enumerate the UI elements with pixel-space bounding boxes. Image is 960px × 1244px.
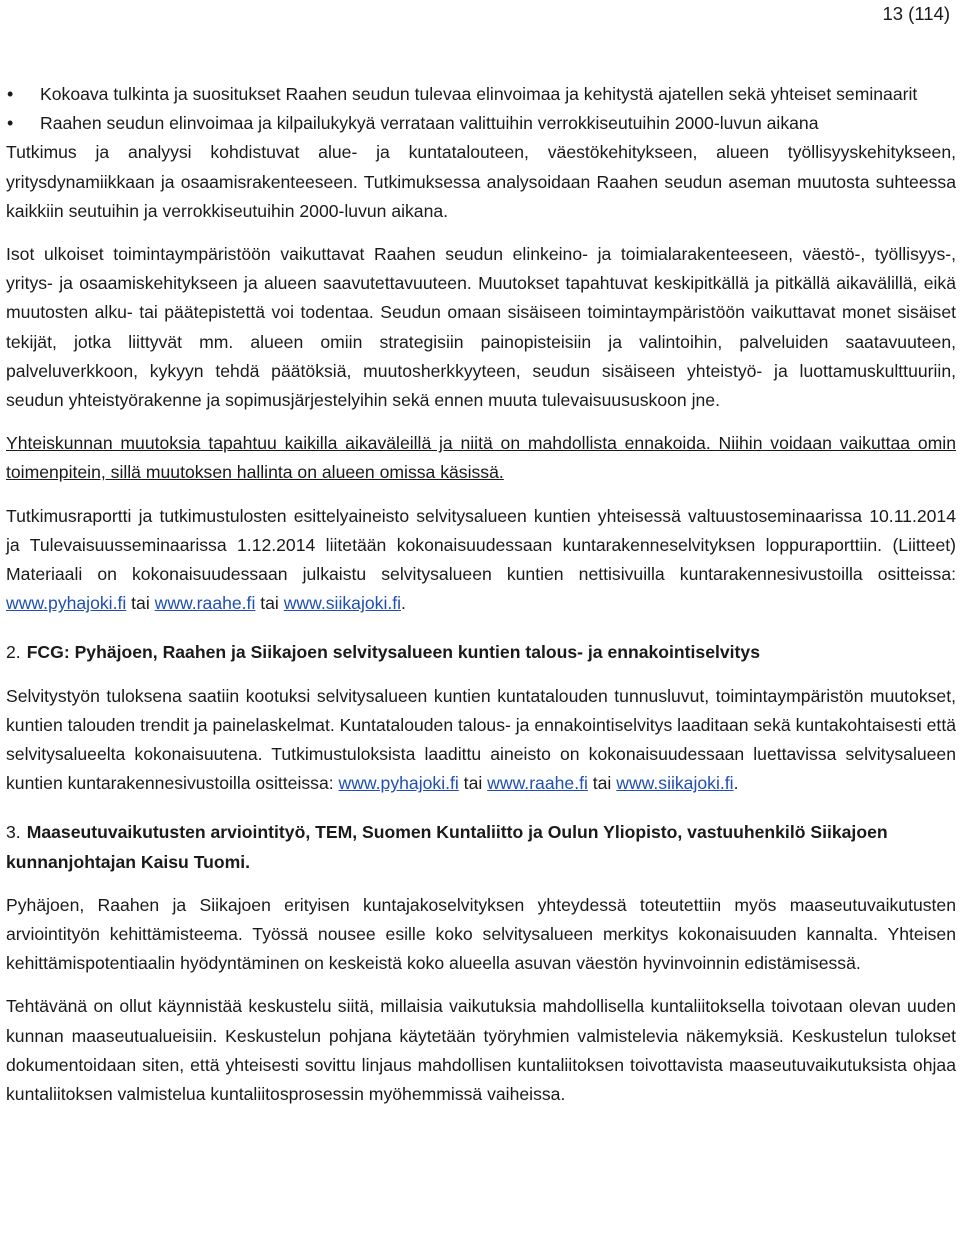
heading-text: FCG: Pyhäjoen, Raahen ja Siikajoen selvitysalueen kuntien talous- ja ennakointiselvitys xyxy=(26,642,760,663)
paragraph-research-analysis: Tutkimus ja analyysi kohdistuvat alue- ja kuntatalouteen, väestökehitykseen, alueen työllisyyskehitykseen, yritysdynamiikkaan ja osaamisrakenteeseen. Tutkimuksessa analysoidaan Raahen seudun aseman muutosta suhteessa kaikkiin seutuihin ja verrokkiseutuihin 2000-luvun aikana. xyxy=(6,142,956,221)
page-content xyxy=(6,80,956,1109)
section-heading-3 xyxy=(6,818,956,876)
paragraph-underlined-change: Yhteiskunnan muutoksia tapahtuu kaikilla aikaväleillä ja niitä on mahdollista ennakoida. Niihin voidaan vaikuttaa omin toimenpitein, sillä muutoksen hallinta on alueen omissa käsissä. xyxy=(6,433,956,483)
period: . xyxy=(401,593,406,614)
heading-number: 2. xyxy=(6,642,21,663)
connector-tai: tai xyxy=(587,773,617,794)
link-pyhajoki[interactable]: www.pyhajoki.fi xyxy=(338,773,459,794)
connector-tai: tai xyxy=(126,593,155,614)
heading-number: 3. xyxy=(6,822,21,843)
page-number: 13 (114) xyxy=(882,3,950,24)
paragraph-fcg-results xyxy=(6,682,956,799)
bullet-item: • Kokoava tulkinta ja suositukset Raahen seudun tulevaa elinvoimaa ja kehitystä ajatellen sekä yhteiset seminaarit xyxy=(6,80,956,109)
connector-tai: tai xyxy=(458,773,488,794)
paragraph-task: Tehtävänä on ollut käynnistää keskustelu siitä, millaisia vaikutuksia mahdollisella kuntaliitoksella toivotaan olevan uuden kunnan maaseutualueisiin. Keskustelun pohjana käytetään työryhmien valmistelevia näkemyksiä. Keskustelun tulokset dokumentoidaan siten, että yhteisesti sovittu linjaus mahdollisen kuntaliitoksen toivottavista maaseutuvaikutuksista ohjaa kuntaliitoksen valmistelua kuntaliitosprosessin myöhemmissä vaiheissa. xyxy=(6,996,956,1105)
link-raahe[interactable]: www.raahe.fi xyxy=(487,773,588,794)
fcg-text: Selvitystyön tuloksena saatiin kootuksi selvitysalueen kuntien kuntatalouden tunnusluvut, toimintaympäristön muutokset, kuntien talouden trendit ja painelaskelmat. Kuntatalouden talous- ja ennakointiselvitys laaditaan sekä kuntakohtaisesti että selvitysalueelta kokonaisuutena. Tutkimustuloksista laadittu aineisto on kokonaisuudessaan luettavissa selvitysalueen kuntien kuntarakennesivustoilla ositteissa: xyxy=(6,685,956,794)
connector-tai: tai xyxy=(255,593,284,614)
link-pyhajoki[interactable]: www.pyhajoki.fi xyxy=(6,593,127,614)
period: . xyxy=(733,773,739,794)
report-text: Tutkimusraportti ja tutkimustulosten esittelyaineisto selvitysalueen kuntien yhteisessä valtuustoseminaarissa 10.11.2014 ja Tulevaisuusseminaarissa 1.12.2014 liitetään kokonaisuudessaan kuntarakenneselvityksen loppuraporttiin. (Liitteet) Materiaali on kokonaisuudessaan julkaistu selvitysalueen kuntien nettisivuilla kuntarakennesivustoilla ositteissa: xyxy=(6,505,956,585)
heading-text: Maaseutuvaikutusten arviointityö, TEM, Suomen Kuntaliitto ja Oulun Yliopisto, vastuuhenkilö Siikajoen kunnanjohtajan Kaisu Tuomi. xyxy=(6,822,888,872)
link-siikajoki[interactable]: www.siikajoki.fi xyxy=(616,773,734,794)
paragraph-research-report xyxy=(6,502,956,619)
paragraph-rural-impact: Pyhäjoen, Raahen ja Siikajoen erityisen kuntajakoselvityksen yhteydessä toteutettiin myös maaseutuvaikutusten arviointityön kehittämisteema. Työssä nousee esille koko selvitysalueen merkitys kokonaisuuden kannalta. Yhteisen kehittämispotentiaalin hyödyntäminen on keskeistä koko alueella asuvan väestön hyvinvoinnin edistämisessä. xyxy=(6,894,956,974)
paragraph-environment: Isot ulkoiset toimintaympäristöön vaikuttavat Raahen seudun elinkeino- ja toimialarakenteeseen, väestö-, työllisyys-, yritys- ja osaamiskehitykseen ja alueen saavutettavuuteen. Muutokset tapahtuvat keskipitkällä ja pitkällä aikavälillä, eikä muutosten alku- tai päätepistettä voi todentaa. Seudun omaan sisäiseen toimintaympäristöön vaikuttavat monet sisäiset tekijät, jotka liittyvät mm. alueen omiin strategisiin painopisteisiin ja valintoihin, palveluiden saatavuuteen, palveluverkkoon, kykyyn tehdä päätöksiä, muutosherkkyyteen, seudun sisäiseen yhteistyö- ja luottamuskulttuuriin, seudun yhteistyörakenne ja sopimusjärjestelyihin sekä ennen muuta tulevaisuususkoon jne. xyxy=(6,244,956,411)
link-siikajoki[interactable]: www.siikajoki.fi xyxy=(283,593,402,614)
link-raahe[interactable]: www.raahe.fi xyxy=(154,593,256,614)
bullet-item: • Raahen seudun elinvoimaa ja kilpailukykyä verrataan valittuihin verrokkiseutuihin 2000-luvun aikana xyxy=(6,109,956,138)
section-heading-2 xyxy=(6,638,956,667)
